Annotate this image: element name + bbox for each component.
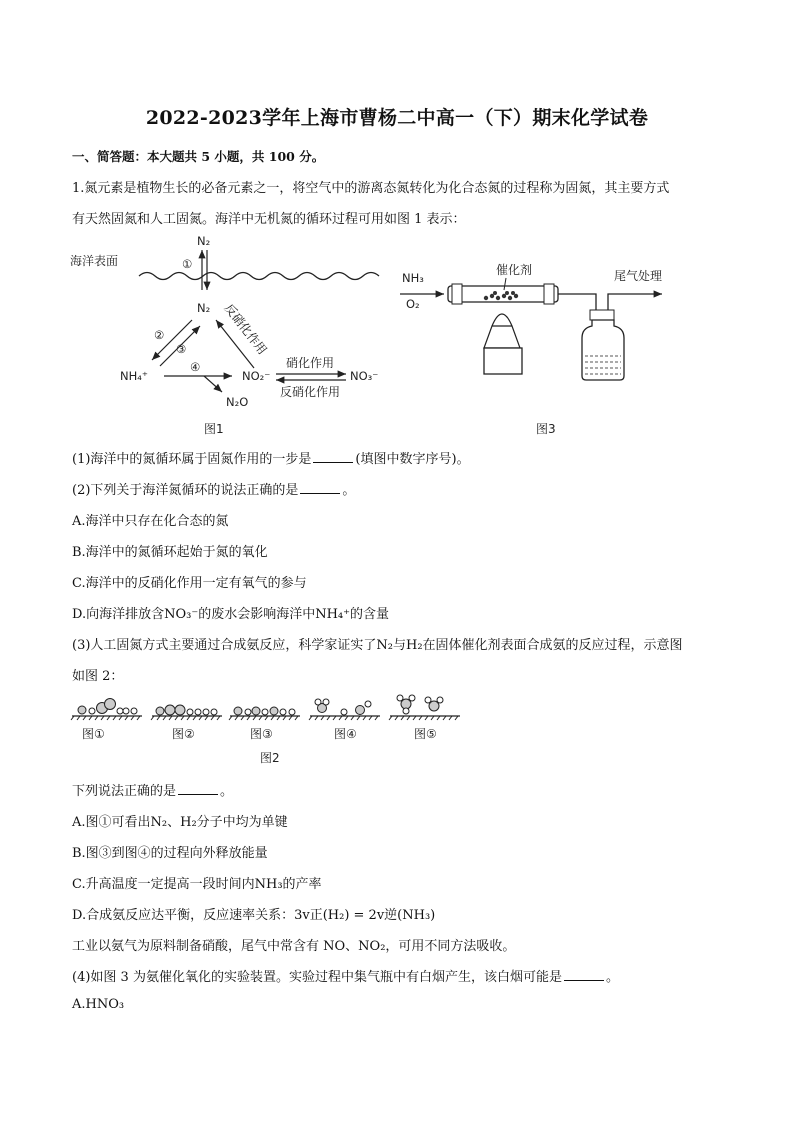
sub2-option-d: D.向海洋排放含NO₃⁻的废水会影响海洋中NH₄⁺的含量 — [72, 607, 389, 622]
sub3-text: 下列说法正确的是 — [72, 784, 177, 799]
answer-blank-2[interactable] — [300, 482, 340, 494]
alcohol-lamp — [484, 326, 520, 348]
arrow-to-n2o — [204, 376, 222, 392]
answer-blank-4[interactable] — [564, 969, 604, 981]
stopper-right — [544, 284, 554, 304]
surface-panel-2 — [151, 705, 222, 720]
reaction-tube — [448, 286, 558, 302]
surface-panel-3 — [229, 707, 300, 720]
section-heading: 一、简答题：本大题共 5 小题，共 100 分。 — [72, 149, 325, 164]
q1-intro-line2: 有天然固氮和人工固氮。海洋中无机氮的循环过程可用如图 1 表示： — [72, 212, 466, 227]
delivery-tube — [558, 294, 596, 310]
figure-1-nitrogen-cycle — [64, 228, 394, 443]
figure-2-catalyst-surface — [68, 690, 478, 770]
sub-question-3 — [72, 780, 233, 799]
answer-blank-1[interactable] — [313, 451, 353, 463]
exhaust-tube — [608, 294, 636, 310]
exhaust-label: 尾气处理 — [614, 269, 663, 283]
gas-collecting-bottle — [582, 320, 624, 380]
o2-label: O₂ — [406, 297, 420, 311]
sub-question-4 — [72, 966, 619, 985]
sub3-intro-line1: (3)人工固氮方式主要通过合成氨反应，科学家证实了N₂与H₂在固体催化剂表面合成氨的反应过程，示意图 — [72, 638, 683, 653]
answer-blank-3[interactable] — [178, 783, 218, 795]
q1-intro-line1: 1.氮元素是植物生长的必备元素之一，将空气中的游离态氮转化为化合态氮的过程称为固氮，其主要方式 — [72, 181, 670, 196]
figure-2-caption: 图2 — [260, 751, 280, 765]
n2-mid-label: N₂ — [197, 301, 211, 315]
bottle-stopper — [590, 310, 614, 320]
step3-label: ③ — [176, 342, 187, 356]
sub-question-1 — [72, 448, 470, 467]
step1-label: ① — [182, 257, 193, 271]
sub3-option-c: C.升高温度一定提高一段时间内NH₃的产率 — [72, 877, 322, 892]
sub3-intro-line2: 如图 2： — [72, 669, 124, 684]
sub1-tail: (填图中数字序号)。 — [355, 452, 470, 467]
no3-label: NO₃⁻ — [350, 369, 379, 383]
sub2-text: (2)下列关于海洋氮循环的说法正确的是 — [72, 483, 299, 498]
sub3-tail: 。 — [220, 784, 234, 799]
surface-panel-5 — [389, 695, 460, 720]
step4-label: ④ — [190, 360, 201, 374]
sub3-option-b: B.图③到图④的过程向外释放能量 — [72, 846, 268, 861]
nitrification-label: 硝化作用 — [286, 356, 335, 370]
industry-paragraph: 工业以氨气为原料制备硝酸，尾气中常含有 NO、NO₂，可用不同方法吸收。 — [72, 939, 516, 954]
catalyst-label: 催化剂 — [496, 263, 533, 277]
panel-1-label: 图① — [82, 727, 105, 741]
step2-label: ② — [154, 328, 165, 342]
sub2-option-a: A.海洋中只存在化合态的氮 — [72, 514, 229, 529]
flame — [492, 314, 512, 326]
surface-panel-4 — [309, 699, 380, 720]
stopper-left — [452, 284, 462, 304]
sub4-option-a: A.HNO₃ — [72, 997, 125, 1012]
sub4-tail: 。 — [605, 970, 619, 985]
no2-label: NO₂⁻ — [242, 369, 271, 383]
lamp-stand — [484, 348, 522, 374]
panel-3-label: 图③ — [250, 727, 273, 741]
figure-3-apparatus — [396, 256, 696, 443]
sub1-text: (1)海洋中的氮循环属于固氮作用的一步是 — [72, 452, 312, 467]
wave-line — [139, 273, 379, 280]
sub-question-2 — [72, 479, 355, 498]
figure-1-caption: 图1 — [204, 422, 224, 436]
panel-2-label: 图② — [172, 727, 195, 741]
panel-5-label: 图⑤ — [414, 727, 437, 741]
sub2-tail: 。 — [342, 483, 356, 498]
denitrification-label: 反硝化作用 — [280, 385, 341, 399]
n2o-label: N₂O — [226, 395, 249, 409]
exam-title: 2022-2023学年上海市曹杨二中高一（下）期末化学试卷 — [145, 107, 649, 129]
sea-surface-label: 海洋表面 — [70, 254, 119, 268]
panel-4-label: 图④ — [334, 727, 357, 741]
sub2-option-c: C.海洋中的反硝化作用一定有氧气的参与 — [72, 576, 307, 591]
sub3-option-d: D.合成氨反应达平衡，反应速率关系：3v正(H₂) = 2v逆(NH₃) — [72, 908, 436, 923]
sub2-option-b: B.海洋中的氮循环起始于氮的氧化 — [72, 545, 268, 560]
n2-top-label: N₂ — [197, 234, 211, 248]
nh4-label: NH₄⁺ — [120, 369, 148, 383]
figure-3-caption: 图3 — [536, 422, 556, 436]
surface-panel-1 — [71, 699, 142, 721]
sub3-option-a: A.图①可看出N₂、H₂分子中均为单键 — [72, 815, 288, 830]
sub4-text: (4)如图 3 为氨催化氧化的实验装置。实验过程中集气瓶中有白烟产生，该白烟可能是 — [72, 970, 562, 985]
nh3-label: NH₃ — [402, 271, 424, 285]
denitrification-diagonal-label: 反硝化作用 — [221, 301, 270, 358]
